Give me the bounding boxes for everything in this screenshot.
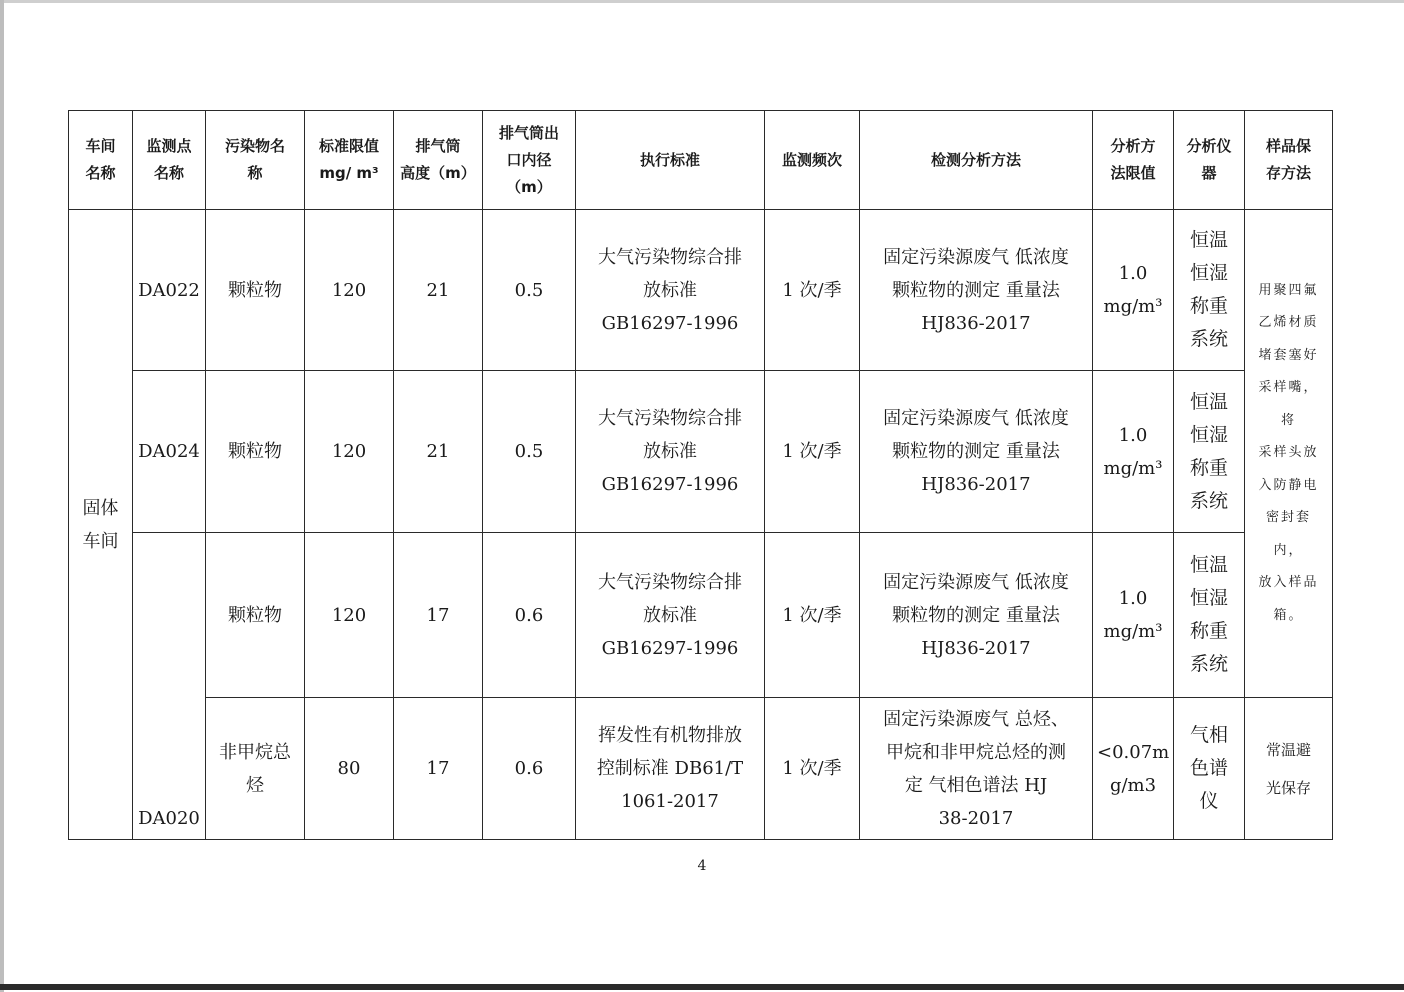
height-cell: 21 xyxy=(394,210,483,371)
header-workshop: 车间 名称 xyxy=(69,111,133,210)
method-limit-cell: 1.0 mg/m³ xyxy=(1093,210,1174,371)
pollutant-cell: 颗粒物 xyxy=(206,210,305,371)
instrument-cell: 恒温 恒湿 称重 系统 xyxy=(1174,210,1245,371)
standard-cell: 大气污染物综合排 放标准 GB16297-1996 xyxy=(576,371,765,533)
diameter-cell: 0.5 xyxy=(483,210,576,371)
station-cell: DA024 xyxy=(133,371,206,533)
frequency-cell: 1 次/季 xyxy=(765,533,860,698)
header-pollutant: 污染物名 称 xyxy=(206,111,305,210)
instrument-cell: 恒温 恒湿 称重 系统 xyxy=(1174,533,1245,698)
standard-cell: 大气污染物综合排 放标准 GB16297-1996 xyxy=(576,210,765,371)
diameter-cell: 0.6 xyxy=(483,698,576,840)
height-cell: 17 xyxy=(394,698,483,840)
standard-cell: 大气污染物综合排 放标准 GB16297-1996 xyxy=(576,533,765,698)
page-number: 4 xyxy=(697,858,707,874)
pollutant-cell: 非甲烷总 烃 xyxy=(206,698,305,840)
table-row xyxy=(69,210,1333,371)
frequency-cell: 1 次/季 xyxy=(765,371,860,533)
pollutant-cell: 颗粒物 xyxy=(206,533,305,698)
method-limit-cell: <0.07m g/m3 xyxy=(1093,698,1174,840)
storage-nmhc-cell: 常温避 光保存 xyxy=(1245,698,1333,840)
height-cell: 17 xyxy=(394,533,483,698)
header-row xyxy=(69,111,1333,210)
diameter-cell: 0.6 xyxy=(483,533,576,698)
header-station: 监测点 名称 xyxy=(133,111,206,210)
instrument-cell: 恒温 恒湿 称重 系统 xyxy=(1174,371,1245,533)
method-cell: 固定污染源废气 低浓度 颗粒物的测定 重量法 HJ836-2017 xyxy=(860,210,1093,371)
method-limit-cell: 1.0 mg/m³ xyxy=(1093,533,1174,698)
page-bottom-edge xyxy=(0,984,1404,990)
table-row xyxy=(69,533,1333,698)
table-row xyxy=(69,698,1333,840)
method-limit-cell: 1.0 mg/m³ xyxy=(1093,371,1174,533)
header-height: 排气筒 高度（m） xyxy=(394,111,483,210)
standard-cell: 挥发性有机物排放 控制标准 DB61/T 1061-2017 xyxy=(576,698,765,840)
frequency-cell: 1 次/季 xyxy=(765,210,860,371)
instrument-cell: 气相 色谱 仪 xyxy=(1174,698,1245,840)
page-left-edge xyxy=(0,0,4,992)
height-cell: 21 xyxy=(394,371,483,533)
diameter-cell: 0.5 xyxy=(483,371,576,533)
frequency-cell: 1 次/季 xyxy=(765,698,860,840)
header-storage: 样品保 存方法 xyxy=(1245,111,1333,210)
header-method: 检测分析方法 xyxy=(860,111,1093,210)
header-limit: 标准限值 mg/ m³ xyxy=(305,111,394,210)
limit-cell: 120 xyxy=(305,210,394,371)
method-cell: 固定污染源废气 低浓度 颗粒物的测定 重量法 HJ836-2017 xyxy=(860,533,1093,698)
storage-particulate-cell: 用聚四氟 乙烯材质 堵套塞好 采样嘴，将 采样头放 入防静电 密封套内， 放入样品 箱。 xyxy=(1245,210,1333,698)
station-cell: DA022 xyxy=(133,210,206,371)
limit-cell: 120 xyxy=(305,533,394,698)
header-diameter: 排气筒出 口内径 （m） xyxy=(483,111,576,210)
limit-cell: 120 xyxy=(305,371,394,533)
monitoring-table xyxy=(68,110,1333,840)
page-top-edge xyxy=(0,0,1404,3)
method-cell: 固定污染源废气 总烃、 甲烷和非甲烷总烃的测 定 气相色谱法 HJ 38-2017 xyxy=(860,698,1093,840)
station-cell: DA020 xyxy=(133,533,206,840)
header-frequency: 监测频次 xyxy=(765,111,860,210)
pollutant-cell: 颗粒物 xyxy=(206,371,305,533)
workshop-cell: 固体 车间 xyxy=(69,210,133,840)
header-standard: 执行标准 xyxy=(576,111,765,210)
header-instrument: 分析仪 器 xyxy=(1174,111,1245,210)
header-method-limit: 分析方 法限值 xyxy=(1093,111,1174,210)
method-cell: 固定污染源废气 低浓度 颗粒物的测定 重量法 HJ836-2017 xyxy=(860,371,1093,533)
limit-cell: 80 xyxy=(305,698,394,840)
table-row xyxy=(69,371,1333,533)
